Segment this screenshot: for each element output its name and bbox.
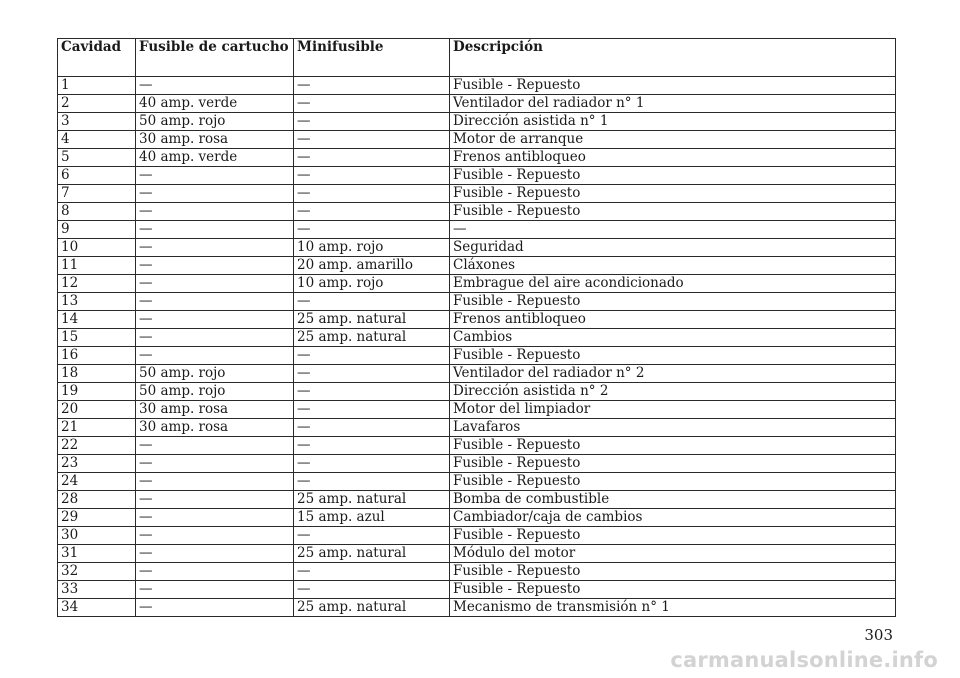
table-row xyxy=(58,293,896,311)
descripcion-cell: Fusible - Repuesto xyxy=(450,581,896,599)
table-row xyxy=(58,527,896,545)
descripcion-cell: Motor de arranque xyxy=(450,131,896,149)
descripcion-cell: Cláxones xyxy=(450,257,896,275)
cavidad-cell: 20 xyxy=(58,401,136,419)
fusible-cartucho-cell: — xyxy=(136,203,294,221)
header-descripcion: Descripción xyxy=(450,39,896,77)
cavidad-cell: 11 xyxy=(58,257,136,275)
fusible-cartucho-cell: 30 amp. rosa xyxy=(136,401,294,419)
descripcion-cell: Fusible - Repuesto xyxy=(450,77,896,95)
descripcion-cell: Frenos antibloqueo xyxy=(450,311,896,329)
table-row xyxy=(58,365,896,383)
table-row xyxy=(58,383,896,401)
fusible-cartucho-cell: — xyxy=(136,509,294,527)
minifusible-cell: — xyxy=(294,293,450,311)
cavidad-cell: 21 xyxy=(58,419,136,437)
fusible-cartucho-cell: 40 amp. verde xyxy=(136,95,294,113)
table-row xyxy=(58,563,896,581)
fusible-cartucho-cell: — xyxy=(136,599,294,617)
page-number: 303 xyxy=(864,626,893,644)
descripcion-cell: Dirección asistida n° 1 xyxy=(450,113,896,131)
fusible-cartucho-cell: — xyxy=(136,473,294,491)
cavidad-cell: 15 xyxy=(58,329,136,347)
fusible-cartucho-cell: — xyxy=(136,275,294,293)
cavidad-cell: 23 xyxy=(58,455,136,473)
table-row xyxy=(58,419,896,437)
fusible-cartucho-cell: — xyxy=(136,185,294,203)
fusible-cartucho-cell: 50 amp. rojo xyxy=(136,113,294,131)
header-minifusible: Minifusible xyxy=(294,39,450,77)
fusible-cartucho-cell: — xyxy=(136,221,294,239)
minifusible-cell: — xyxy=(294,419,450,437)
minifusible-cell: 25 amp. natural xyxy=(294,491,450,509)
descripcion-cell: — xyxy=(450,221,896,239)
cavidad-cell: 13 xyxy=(58,293,136,311)
fuse-table xyxy=(57,38,896,617)
table-row xyxy=(58,437,896,455)
fusible-cartucho-cell: 50 amp. rojo xyxy=(136,383,294,401)
minifusible-cell: — xyxy=(294,77,450,95)
table-row xyxy=(58,311,896,329)
minifusible-cell: — xyxy=(294,203,450,221)
descripcion-cell: Ventilador del radiador n° 1 xyxy=(450,95,896,113)
descripcion-cell: Fusible - Repuesto xyxy=(450,527,896,545)
table-row xyxy=(58,401,896,419)
fusible-cartucho-cell: — xyxy=(136,239,294,257)
cavidad-cell: 14 xyxy=(58,311,136,329)
table-row xyxy=(58,455,896,473)
cavidad-cell: 31 xyxy=(58,545,136,563)
fusible-cartucho-cell: 50 amp. rojo xyxy=(136,365,294,383)
header-fusible-de-cartucho: Fusible de cartucho xyxy=(136,39,294,77)
minifusible-cell: — xyxy=(294,113,450,131)
minifusible-cell: 10 amp. rojo xyxy=(294,239,450,257)
descripcion-cell: Fusible - Repuesto xyxy=(450,455,896,473)
descripcion-cell: Seguridad xyxy=(450,239,896,257)
minifusible-cell: 25 amp. natural xyxy=(294,599,450,617)
descripcion-cell: Fusible - Repuesto xyxy=(450,203,896,221)
table-row xyxy=(58,581,896,599)
descripcion-cell: Dirección asistida n° 2 xyxy=(450,383,896,401)
cavidad-cell: 29 xyxy=(58,509,136,527)
cavidad-cell: 9 xyxy=(58,221,136,239)
table-row xyxy=(58,545,896,563)
descripcion-cell: Bomba de combustible xyxy=(450,491,896,509)
cavidad-cell: 16 xyxy=(58,347,136,365)
cavidad-cell: 34 xyxy=(58,599,136,617)
cavidad-cell: 32 xyxy=(58,563,136,581)
table-row xyxy=(58,275,896,293)
fusible-cartucho-cell: — xyxy=(136,167,294,185)
cavidad-cell: 4 xyxy=(58,131,136,149)
cavidad-cell: 12 xyxy=(58,275,136,293)
fusible-cartucho-cell: — xyxy=(136,437,294,455)
descripcion-cell: Ventilador del radiador n° 2 xyxy=(450,365,896,383)
minifusible-cell: 15 amp. azul xyxy=(294,509,450,527)
fusible-cartucho-cell: — xyxy=(136,563,294,581)
table-row xyxy=(58,599,896,617)
minifusible-cell: — xyxy=(294,365,450,383)
cavidad-cell: 18 xyxy=(58,365,136,383)
fusible-cartucho-cell: — xyxy=(136,545,294,563)
descripcion-cell: Fusible - Repuesto xyxy=(450,347,896,365)
cavidad-cell: 10 xyxy=(58,239,136,257)
minifusible-cell: — xyxy=(294,347,450,365)
fusible-cartucho-cell: — xyxy=(136,455,294,473)
descripcion-cell: Fusible - Repuesto xyxy=(450,437,896,455)
minifusible-cell: 25 amp. natural xyxy=(294,311,450,329)
minifusible-cell: — xyxy=(294,185,450,203)
minifusible-cell: 10 amp. rojo xyxy=(294,275,450,293)
minifusible-cell: 25 amp. natural xyxy=(294,329,450,347)
table-row xyxy=(58,185,896,203)
cavidad-cell: 3 xyxy=(58,113,136,131)
fusible-cartucho-cell: 30 amp. rosa xyxy=(136,131,294,149)
descripcion-cell: Fusible - Repuesto xyxy=(450,167,896,185)
fusible-cartucho-cell: 40 amp. verde xyxy=(136,149,294,167)
descripcion-cell: Cambiador/caja de cambios xyxy=(450,509,896,527)
fusible-cartucho-cell: — xyxy=(136,329,294,347)
table-row xyxy=(58,257,896,275)
fusible-cartucho-cell: — xyxy=(136,581,294,599)
descripcion-cell: Cambios xyxy=(450,329,896,347)
minifusible-cell: — xyxy=(294,167,450,185)
table-row xyxy=(58,149,896,167)
cavidad-cell: 8 xyxy=(58,203,136,221)
table-row xyxy=(58,509,896,527)
table-row xyxy=(58,473,896,491)
cavidad-cell: 24 xyxy=(58,473,136,491)
fusible-cartucho-cell: — xyxy=(136,347,294,365)
descripcion-cell: Frenos antibloqueo xyxy=(450,149,896,167)
minifusible-cell: — xyxy=(294,437,450,455)
minifusible-cell: — xyxy=(294,455,450,473)
table-row xyxy=(58,347,896,365)
table-row xyxy=(58,95,896,113)
header-cavidad: Cavidad xyxy=(58,39,136,77)
table-row xyxy=(58,131,896,149)
fusible-cartucho-cell: — xyxy=(136,257,294,275)
fusible-cartucho-cell: 30 amp. rosa xyxy=(136,419,294,437)
minifusible-cell: 25 amp. natural xyxy=(294,545,450,563)
minifusible-cell: — xyxy=(294,149,450,167)
descripcion-cell: Fusible - Repuesto xyxy=(450,185,896,203)
watermark-logo: carmanualsonline.info xyxy=(670,648,938,672)
minifusible-cell: — xyxy=(294,383,450,401)
table-row xyxy=(58,203,896,221)
cavidad-cell: 30 xyxy=(58,527,136,545)
cavidad-cell: 19 xyxy=(58,383,136,401)
minifusible-cell: — xyxy=(294,563,450,581)
descripcion-cell: Mecanismo de transmisión n° 1 xyxy=(450,599,896,617)
minifusible-cell: 20 amp. amarillo xyxy=(294,257,450,275)
minifusible-cell: — xyxy=(294,527,450,545)
fusible-cartucho-cell: — xyxy=(136,527,294,545)
table-row xyxy=(58,113,896,131)
fusible-cartucho-cell: — xyxy=(136,293,294,311)
minifusible-cell: — xyxy=(294,221,450,239)
table-header-row xyxy=(58,39,896,77)
table-row xyxy=(58,329,896,347)
descripcion-cell: Motor del limpiador xyxy=(450,401,896,419)
descripcion-cell: Fusible - Repuesto xyxy=(450,473,896,491)
cavidad-cell: 22 xyxy=(58,437,136,455)
table-row xyxy=(58,77,896,95)
descripcion-cell: Lavafaros xyxy=(450,419,896,437)
minifusible-cell: — xyxy=(294,401,450,419)
cavidad-cell: 6 xyxy=(58,167,136,185)
table-body xyxy=(58,77,896,617)
cavidad-cell: 33 xyxy=(58,581,136,599)
descripcion-cell: Fusible - Repuesto xyxy=(450,293,896,311)
fusible-cartucho-cell: — xyxy=(136,311,294,329)
minifusible-cell: — xyxy=(294,581,450,599)
descripcion-cell: Embrague del aire acondicionado xyxy=(450,275,896,293)
table-row xyxy=(58,239,896,257)
cavidad-cell: 7 xyxy=(58,185,136,203)
descripcion-cell: Módulo del motor xyxy=(450,545,896,563)
cavidad-cell: 28 xyxy=(58,491,136,509)
cavidad-cell: 5 xyxy=(58,149,136,167)
descripcion-cell: Fusible - Repuesto xyxy=(450,563,896,581)
fusible-cartucho-cell: — xyxy=(136,491,294,509)
minifusible-cell: — xyxy=(294,131,450,149)
minifusible-cell: — xyxy=(294,95,450,113)
table-row xyxy=(58,167,896,185)
table-row xyxy=(58,491,896,509)
cavidad-cell: 2 xyxy=(58,95,136,113)
table-row xyxy=(58,221,896,239)
fusible-cartucho-cell: — xyxy=(136,77,294,95)
minifusible-cell: — xyxy=(294,473,450,491)
cavidad-cell: 1 xyxy=(58,77,136,95)
